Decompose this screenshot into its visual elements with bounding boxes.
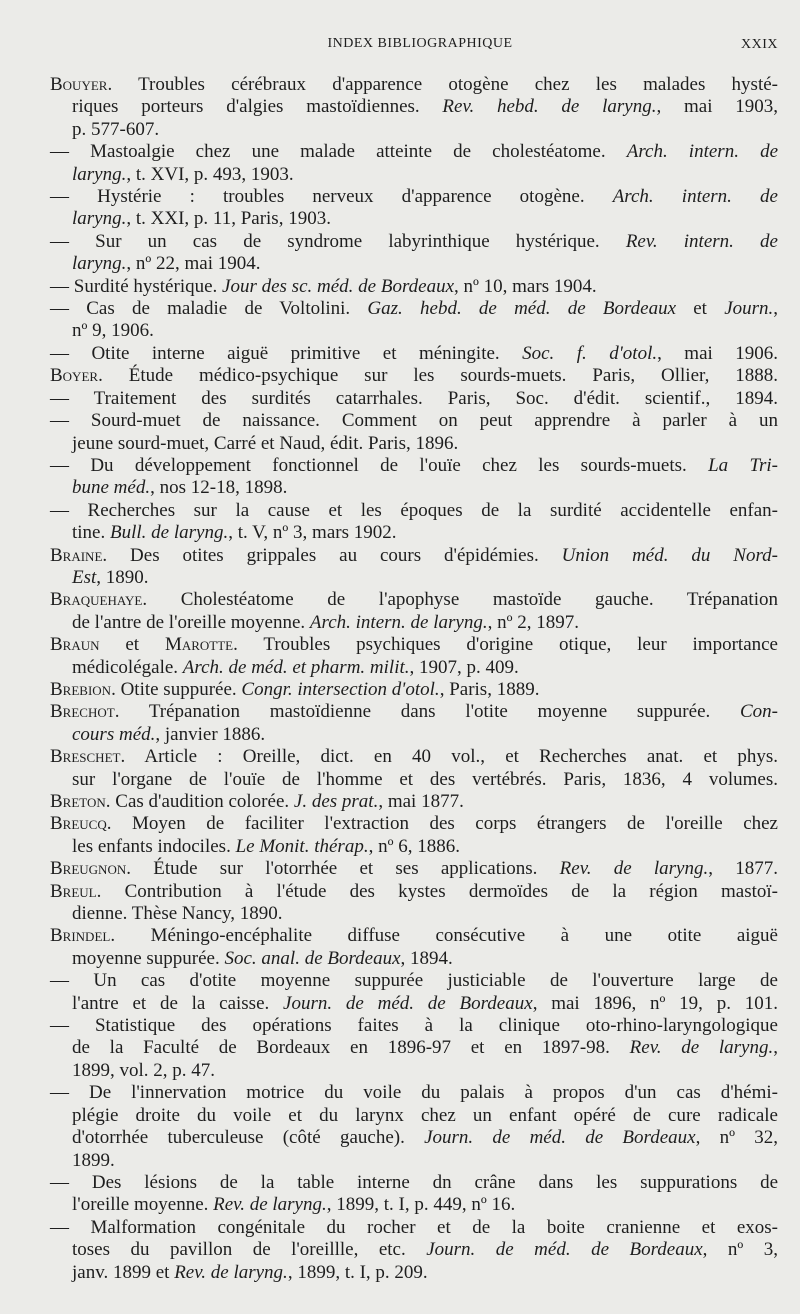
- entry-line: [50, 276, 778, 298]
- entry-line: [50, 141, 778, 163]
- entry-text: — Mastoalgie chez une malade atteinte de cholestéatome.: [50, 141, 627, 163]
- journal-title: laryng.: [72, 208, 127, 230]
- entry-line: [50, 1127, 778, 1149]
- entry-line: [50, 1217, 778, 1239]
- entry-line: [50, 657, 778, 679]
- entry-text: — Surdité hystérique.: [50, 275, 223, 297]
- entry-line: [50, 1015, 778, 1037]
- entry-line: [50, 679, 778, 701]
- entry-text: , 1894.: [400, 947, 453, 969]
- bibliography-entry: [50, 343, 778, 365]
- author-name: Braine: [50, 544, 103, 566]
- bibliography-entry: [50, 970, 778, 1015]
- author-name: Breton: [50, 791, 106, 812]
- entry-text: , mai 1906.: [657, 342, 778, 364]
- entry-line: [50, 724, 778, 746]
- entry-text: l'antre et de la caisse.: [72, 992, 284, 1014]
- journal-title: Le Monit. thérap.: [235, 835, 369, 857]
- bibliography-entry: [50, 791, 778, 813]
- bibliography-entry: [50, 679, 778, 701]
- entry-line: [50, 769, 778, 791]
- journal-title: Arch. intern. de: [626, 141, 778, 163]
- entry-text: . Des otites grippales au cours d'épidémies.: [102, 544, 562, 566]
- journal-title: bune méd.: [72, 477, 151, 499]
- entry-text: — Des lésions de la table interne dn crâne dans les suppurations de: [50, 1171, 778, 1193]
- entry-text: , t. V, nº 3, mars 1902.: [228, 522, 397, 544]
- bibliography-entry: [50, 1217, 778, 1284]
- journal-title: Congr. intersection d'otol.: [241, 678, 440, 700]
- page-number: XXIX: [741, 37, 778, 52]
- entry-text: p. 577-607.: [72, 118, 160, 140]
- author-name: Brindel: [50, 925, 111, 947]
- journal-title: Rev. de laryng.: [174, 1261, 288, 1283]
- entry-text: , 1899, t. I, p. 209.: [287, 1261, 428, 1283]
- bibliography-entry: [50, 1015, 778, 1082]
- bibliography-entry: [50, 74, 778, 141]
- entry-text: et: [676, 298, 725, 320]
- entry-text: et: [99, 634, 165, 656]
- entry-text: — De l'innervation motrice du voile du palais à propos d'un cas d'hémi-: [50, 1082, 778, 1104]
- entry-text: , nº 32,: [695, 1127, 778, 1149]
- entry-text: 1899.: [72, 1149, 115, 1171]
- author-name: Braun: [50, 634, 100, 656]
- entry-text: sur l'organe de l'ouïe de l'homme et des vertébrés. Paris, 1836, 4 volumes.: [72, 768, 778, 790]
- entry-line: [50, 746, 778, 768]
- entry-line: [50, 388, 778, 410]
- entry-line: [50, 634, 778, 656]
- bibliography-entry: [50, 298, 778, 343]
- entry-text: , mai 1877.: [378, 791, 464, 812]
- entry-line: [50, 522, 778, 544]
- entry-text: , 1890.: [96, 566, 149, 588]
- entry-line: [50, 500, 778, 522]
- bibliography-entry: [50, 186, 778, 231]
- entry-text: , nº 6, 1886.: [368, 835, 460, 857]
- entry-text: toses du pavillon de l'oreillle, etc.: [72, 1239, 427, 1261]
- entry-text: , mai 1896, nº 19, p. 101.: [532, 992, 778, 1014]
- entry-text: , janvier 1886.: [155, 723, 266, 745]
- journal-title: Con-: [740, 701, 778, 723]
- entry-line: [50, 1262, 778, 1284]
- entry-text: , Paris, 1889.: [439, 678, 540, 700]
- entry-text: . Étude médico-psychique sur les sourds-muets. Paris, Ollier, 1888.: [98, 365, 778, 387]
- entry-text: . Moyen de faciliter l'extraction des corps étrangers de l'oreille chez: [106, 813, 778, 835]
- bibliography-entry: [50, 589, 778, 634]
- entry-line: [50, 881, 778, 903]
- entry-line: [50, 208, 778, 230]
- entry-line: [50, 365, 778, 387]
- entry-line: [50, 925, 778, 947]
- entry-text: . Contribution à l'étude des kystes dermoïdes de la région mastoï-: [96, 880, 778, 902]
- entry-line: [50, 164, 778, 186]
- entry-text: — Sourd-muet de naissance. Comment on peut apprendre à parler à un: [50, 410, 778, 432]
- entry-text: . Méningo-encéphalite diffuse consécutive à une otite aiguë: [110, 925, 778, 947]
- bibliography-entry: [50, 1082, 778, 1172]
- journal-title: Arch. intern. de: [612, 186, 778, 208]
- bibliography-entry: [50, 545, 778, 590]
- journal-title: Jour des sc. méd. de Bordeaux: [222, 275, 455, 297]
- journal-title: Soc. anal. de Bordeaux: [224, 947, 401, 969]
- entry-line: [50, 186, 778, 208]
- entry-line: [50, 455, 778, 477]
- author-name: Bouyer: [50, 74, 108, 95]
- journal-title: Rev. de laryng.: [213, 1194, 327, 1216]
- journal-title: J. des prat.: [293, 791, 379, 812]
- entry-line: [50, 1082, 778, 1104]
- journal-title: Journ. de méd. de Bordeaux: [426, 1239, 703, 1261]
- entry-text: — Du développement fonctionnel de l'ouïe chez les sourds-muets.: [50, 454, 709, 476]
- journal-title: Arch. intern. de laryng.: [309, 611, 488, 633]
- entry-text: médicolégale.: [72, 656, 183, 678]
- entry-line: [50, 1060, 778, 1082]
- entry-text: ,: [773, 298, 779, 320]
- entry-text: . Cholestéatome de l'apophyse mastoïde gauche. Trépanation: [142, 589, 778, 611]
- bibliography-entry: [50, 410, 778, 455]
- entry-text: , t. XXI, p. 11, Paris, 1903.: [126, 208, 331, 230]
- author-name: Breugnon: [50, 858, 127, 880]
- entry-text: — Recherches sur la cause et les époques de la surdité accidentelle enfan-: [50, 499, 778, 521]
- entry-line: [50, 993, 778, 1015]
- running-header: INDEX BIBLIOGRAPHIQUE: [327, 36, 513, 51]
- entry-text: , mai 1903,: [656, 96, 778, 118]
- entry-text: janv. 1899 et: [72, 1261, 175, 1283]
- entry-text: , nº 22, mai 1904.: [126, 253, 261, 275]
- bibliography-entry: [50, 231, 778, 276]
- journal-title: Arch. de méd. et pharm. milit.: [182, 656, 410, 678]
- journal-title: Journ. de méd. de Bordeaux: [283, 992, 533, 1014]
- journal-title: laryng.: [72, 163, 127, 185]
- journal-title: Journ.: [724, 298, 774, 320]
- bibliography-entry: [50, 455, 778, 500]
- entry-line: [50, 1150, 778, 1172]
- author-name: Brebion: [50, 678, 112, 700]
- entry-text: plégie droite du voile et du larynx chez un enfant opéré de cure radicale: [72, 1104, 778, 1126]
- entry-line: [50, 1239, 778, 1261]
- entry-text: — Statistique des opérations faites à la clinique oto-rhino-laryngologique: [50, 1015, 778, 1037]
- journal-title: Gaz. hebd. de méd. de Bordeaux: [367, 298, 677, 320]
- author-name: Brechot: [50, 701, 115, 723]
- bibliography-entry: [50, 276, 778, 298]
- journal-title: Rev. de laryng.: [629, 1037, 774, 1059]
- entry-line: [50, 298, 778, 320]
- entry-text: — Traitement des surdités catarrhales. Paris, Soc. d'édit. scientif., 1894.: [50, 387, 778, 409]
- entry-line: [50, 858, 778, 880]
- bibliography-entry: [50, 365, 778, 387]
- bibliography-entry: [50, 1172, 778, 1217]
- entry-text: ,: [773, 1037, 778, 1059]
- journal-title: laryng.: [72, 253, 127, 275]
- entry-line: [50, 970, 778, 992]
- entry-line: [50, 701, 778, 723]
- entry-text: , 1877.: [708, 858, 778, 880]
- entry-line: [50, 96, 778, 118]
- journal-title: Rev. intern. de: [625, 230, 778, 252]
- entry-line: [50, 477, 778, 499]
- bibliography-entry: [50, 701, 778, 746]
- entry-line: [50, 948, 778, 970]
- bibliography-entry: [50, 858, 778, 880]
- entry-line: [50, 836, 778, 858]
- bibliography-entry: [50, 746, 778, 791]
- journal-title: Rev. de laryng.: [559, 858, 709, 880]
- entry-text: dienne. Thèse Nancy, 1890.: [72, 903, 283, 925]
- bibliography-entry: [50, 813, 778, 858]
- entry-text: jeune sourd-muet, Carré et Naud, édit. Paris, 1896.: [72, 432, 459, 454]
- journal-title: Rev. hebd. de laryng.: [442, 96, 657, 118]
- journal-title: Soc. f. d'otol.: [522, 342, 658, 364]
- entry-text: — Malformation congénitale du rocher et de la boite cranienne et exos-: [50, 1216, 778, 1238]
- bibliography-entry: [50, 925, 778, 970]
- author-name: Marotte: [164, 634, 234, 656]
- entry-text: nº 9, 1906.: [72, 320, 154, 342]
- entry-line: [50, 791, 778, 813]
- entry-text: . Étude sur l'otorrhée et ses applications.: [126, 858, 560, 880]
- entry-line: [50, 545, 778, 567]
- author-name: Boyer: [50, 365, 99, 387]
- entry-text: , nº 10, mars 1904.: [454, 275, 597, 297]
- bibliography-entry: [50, 141, 778, 186]
- entry-line: [50, 320, 778, 342]
- entry-text: , 1907, p. 409.: [409, 656, 519, 678]
- journal-title: Journ. de méd. de Bordeaux: [424, 1127, 696, 1149]
- journal-title: Bull. de laryng.: [110, 522, 229, 544]
- entry-text: — Un cas d'otite moyenne suppurée justiciable de l'ouverture large de: [50, 970, 778, 992]
- entry-text: , nos 12-18, 1898.: [150, 477, 288, 499]
- entry-line: [50, 903, 778, 925]
- entry-line: [50, 253, 778, 275]
- journal-title: cours méd.: [72, 723, 156, 745]
- entry-line: [50, 1194, 778, 1216]
- entry-line: [50, 813, 778, 835]
- author-name: Braquehaye: [50, 589, 143, 611]
- entry-text: , nº 3,: [702, 1239, 778, 1261]
- bibliography-list: [50, 74, 778, 1284]
- entry-text: , 1899, t. I, p. 449, nº 16.: [326, 1194, 516, 1216]
- entry-text: . Cas d'audition colorée.: [105, 791, 294, 812]
- author-name: Breschet: [50, 746, 121, 768]
- journal-title: Est: [72, 566, 97, 588]
- entry-text: de l'antre de l'oreille moyenne.: [72, 611, 310, 633]
- bibliography-entry: [50, 881, 778, 926]
- entry-text: les enfants indociles.: [72, 835, 236, 857]
- entry-line: [50, 343, 778, 365]
- entry-line: [50, 589, 778, 611]
- entry-text: . Troubles cérébraux d'apparence otogène chez les malades hysté-: [107, 74, 778, 95]
- author-name: Breucq: [50, 813, 107, 835]
- bibliography-entry: [50, 500, 778, 545]
- entry-text: l'oreille moyenne.: [72, 1194, 214, 1216]
- entry-line: [50, 433, 778, 455]
- entry-line: [50, 1105, 778, 1127]
- entry-text: moyenne suppurée.: [72, 947, 225, 969]
- entry-text: . Troubles psychiques d'origine otique, leur importance: [233, 634, 778, 656]
- entry-text: tine.: [72, 522, 110, 544]
- entry-text: d'otorrhée tuberculeuse (côté gauche).: [72, 1127, 425, 1149]
- entry-text: riques porteurs d'algies mastoïdiennes.: [72, 96, 443, 118]
- entry-text: . Otite suppurée.: [111, 678, 242, 700]
- entry-text: , nº 2, 1897.: [487, 611, 579, 633]
- entry-text: — Hystérie : troubles nerveux d'apparence otogène.: [50, 186, 613, 208]
- bibliography-entry: [50, 388, 778, 410]
- journal-title: La Tri-: [708, 454, 778, 476]
- entry-text: . Article : Oreille, dict. en 40 vol., et Recherches anat. et phys.: [120, 746, 778, 768]
- entry-text: — Otite interne aiguë primitive et méningite.: [50, 342, 523, 364]
- journal-title: Union méd. du Nord-: [561, 544, 778, 566]
- entry-line: [50, 74, 778, 96]
- entry-line: [50, 567, 778, 589]
- bibliography-entry: [50, 634, 778, 679]
- entry-line: [50, 231, 778, 253]
- entry-text: , t. XVI, p. 493, 1903.: [126, 163, 294, 185]
- entry-line: [50, 410, 778, 432]
- author-name: Breul: [50, 880, 97, 902]
- entry-text: . Trépanation mastoïdienne dans l'otite moyenne suppurée.: [114, 701, 740, 723]
- entry-text: de la Faculté de Bordeaux en 1896-97 et en 1897-98.: [72, 1037, 630, 1059]
- entry-text: — Sur un cas de syndrome labyrinthique hystérique.: [50, 230, 626, 252]
- entry-line: [50, 1172, 778, 1194]
- entry-line: [50, 612, 778, 634]
- entry-text: 1899, vol. 2, p. 47.: [72, 1059, 216, 1081]
- entry-text: — Cas de maladie de Voltolini.: [50, 298, 368, 320]
- entry-line: [50, 1037, 778, 1059]
- entry-line: [50, 119, 778, 141]
